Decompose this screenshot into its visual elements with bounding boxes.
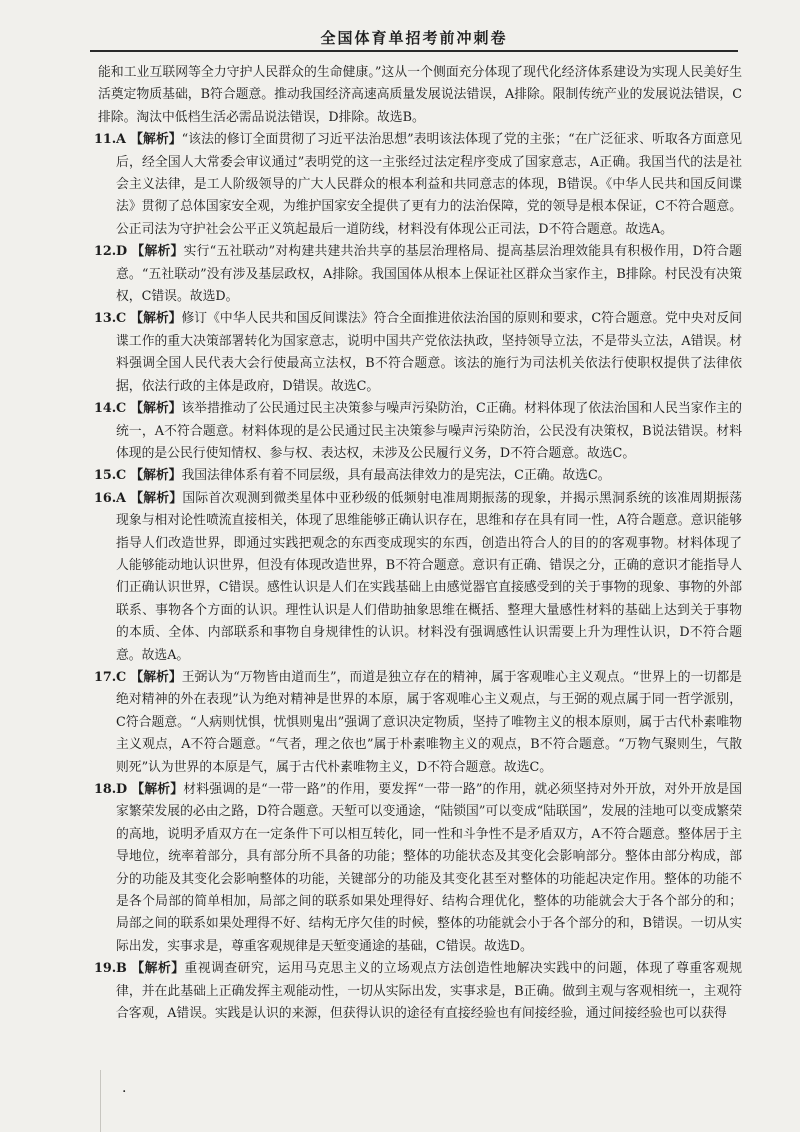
item-number: 16. bbox=[94, 490, 117, 506]
analysis-tag: 【解析】 bbox=[131, 244, 184, 260]
item-number: 17. bbox=[94, 669, 117, 685]
analysis-tag: 【解析】 bbox=[130, 490, 183, 506]
analysis-text: “该法的修订全面贯彻了习近平法治思想”表明该法体现了党的主张；“在广泛征求、听取各方面意见后，经全国人大常委会审议通过”表明党的这一主张经过法定程序变成了国家意志，A正确。我国当代的法是社会主义法律，是工人阶级领导的广大人民群众的根本利益和共同意志的体现，B错误。《中华人民共和国反间谍法》贯彻了总体国家安全观，为维护国家安全提供了更有力的法治保障，党的领导是根本保证，C不符合题意。公正司法为守护社会公平正义筑起最后一道防线，材料没有体现公正司法，D不符合题意。故选A。 bbox=[116, 132, 742, 237]
answer-letter: D bbox=[116, 782, 128, 797]
analysis-tag: 【解析】 bbox=[130, 132, 182, 148]
item-number: 18. bbox=[94, 782, 117, 797]
answer-letter: D bbox=[116, 244, 128, 260]
answer-item-17 bbox=[94, 667, 742, 779]
answer-letter: C bbox=[116, 669, 127, 685]
analysis-text: 我国法律体系有着不同层级，具有最高法律效力的是宪法，C正确。故选C。 bbox=[181, 468, 611, 484]
analysis-text: 实行“五社联动”对构建共建共治共享的基层治理格局、提高基层治理效能具有积极作用，D符合题意。“五社联动”没有涉及基层政权，A排除。我国国体从根本上保证社区群众当家作主，B排除。村民没有决策权，C错误。故选D。 bbox=[116, 244, 742, 305]
analysis-text: 王弼认为“万物皆由道而生”，而道是独立存在的精神，属于客观唯心主义观点。“世界上的一切都是绝对精神的外在表现”认为绝对精神是世界的本原，属于客观唯心主义观点，与王弼的观点属于同一哲学派别，C符合题意。“人病则忧惧，忧惧则鬼出”强调了意识决定物质，坚持了唯物主义的根本原则，属于古代朴素唯物主义观点，A不符合题意。“气者，理之依也”属于朴素唯物主义的观点，B不符合题意。“万物气聚则生，气散则死”认为世界的本原是气，属于古代朴素唯物主义，D不符合题意。故选C。 bbox=[116, 669, 742, 775]
item-number: 19. bbox=[94, 961, 117, 977]
intro-paragraph: 能和工业互联网等全力守护人民群众的生命健康。”这从一个侧面充分体现了现代化经济体系建设为实现人民美好生活奠定物质基础，B符合题意。推动我国经济高速高质量发展说法错误，A排除。限制传统产业的发展说法错误，C排除。淘汰中低档生活必需品说法错误，D排除。故选B。 bbox=[98, 65, 742, 125]
answer-letter: A bbox=[116, 490, 126, 506]
answer-letter: C bbox=[116, 468, 127, 484]
answer-letter: C bbox=[116, 401, 127, 417]
analysis-text: 修订《中华人民共和国反间谍法》符合全面推进依法治国的原则和要求，C符合题意。党中央对反间谍工作的重大决策部署转化为国家意志，说明中国共产党依法执政，坚持领导立法，不是带头立法，A错误。材料强调全国人民代表大会行使最高立法权，B不符合题意。该法的施行为司法机关依法行使职权提供了法律依据，依法行政的主体是政府，D错误。故选C。 bbox=[116, 311, 742, 394]
answer-item-18 bbox=[94, 779, 742, 958]
answer-letter: C bbox=[116, 311, 127, 327]
answer-letter: A bbox=[116, 132, 126, 148]
analysis-tag: 【解析】 bbox=[130, 401, 182, 417]
item-number: 13. bbox=[94, 311, 117, 327]
answer-item-19 bbox=[94, 958, 742, 1025]
answer-letter: B bbox=[116, 961, 127, 977]
analysis-text: 材料强调的是“一带一路”的作用，要发挥“一带一路”的作用，就必须坚持对外开放，对外开放是国家繁荣发展的必由之路，D符合题意。天堑可以变通途，“陆锁国”可以变成“陆联国”，发展的洼地可以变成繁荣的高地，说明矛盾双方在一定条件下可以相互转化，同一性和斗争性不是矛盾双方，A不符合题意。整体居于主导地位，统率着部分，具有部分所不具备的功能；整体的功能状态及其变化会影响部分。整体由部分构成，部分的功能及其变化会影响整体的功能，关键部分的功能及其变化甚至对整体的功能起决定作用。整体的功能不是各个局部的简单相加，局部之间的联系如果处理得好、结构合理优化，整体的功能就会大于各个部分的和；局部之间的联系如果处理得不好、结构无序欠佳的时候，整体的功能就会小于各个部分的和，B错误。一切从实际出发，实事求是，尊重客观规律是天堑变通途的基础，C错误。故选D。 bbox=[116, 782, 742, 954]
analysis-tag: 【解析】 bbox=[130, 669, 182, 685]
analysis-text: 该举措推动了公民通过民主决策参与噪声污染防治，C正确。材料体现了依法治国和人民当家作主的统一，A不符合题意。材料体现的是公民通过民主决策参与噪声污染防治，公民没有决策权，B说法错误。材料体现的是公民行使知情权、参与权、表达权，未涉及公民履行义务，D不符合题意。故选C。 bbox=[116, 401, 742, 461]
answer-item-11 bbox=[94, 129, 742, 241]
analysis-text: 国际首次观测到微类星体中亚秒级的低频射电准周期振荡的现象，并揭示黑洞系统的该准周期振荡现象与相对论性喷流直接相关，体现了思维能够正确认识存在，思维和存在具有同一性，A符合题意。意识能够指导人们改造世界，即通过实践把观念的东西变成现实的东西，创造出符合人的目的的客观事物。材料体现了人能够能动地认识世界，但没有体现改造世界，B不符合题意。意识有正确、错误之分，正确的意识才能指导人们正确认识世界，C错误。感性认识是人们在实践基础上由感觉器官直接感受到的关于事物的现象、事物的外部联系、事物各个方面的认识。理性认识是人们借助抽象思维在概括、整理大量感性材料的基础上达到关于事物的本质、全体、内部联系和事物自身规律性的认识。材料没有强调感性认识需要上升为理性认识，D不符合题意。故选A。 bbox=[116, 490, 743, 663]
analysis-tag: 【解析】 bbox=[130, 311, 182, 327]
analysis-text: 重视调查研究，运用马克思主义的立场观点方法创造性地解决实践中的问题，体现了尊重客观规律，并在此基础上正确发挥主观能动性，一切从实际出发，实事求是，B正确。做到主观与客观相统一，主观符合客观，A错误。实践是认识的来源，但获得认识的途径有直接经验也有间接经验，通过间接经验也可以获得 bbox=[116, 961, 742, 1022]
binding-edge-line bbox=[100, 1070, 101, 1132]
page-title: 全国体育单招考前冲刺卷 bbox=[320, 29, 508, 47]
stray-mark: · bbox=[122, 1084, 127, 1100]
answer-content bbox=[94, 62, 743, 1025]
page-header bbox=[90, 28, 738, 52]
answer-item-12 bbox=[94, 241, 742, 308]
item-number: 11. bbox=[94, 132, 117, 148]
analysis-tag: 【解析】 bbox=[131, 961, 185, 977]
answer-item-13 bbox=[94, 308, 742, 398]
item-number: 12. bbox=[94, 244, 117, 260]
analysis-tag: 【解析】 bbox=[130, 468, 182, 484]
answer-item-15 bbox=[94, 465, 742, 487]
item-number: 14. bbox=[94, 401, 117, 417]
answer-item-16 bbox=[94, 488, 743, 667]
item-number: 15. bbox=[94, 468, 117, 484]
analysis-tag: 【解析】 bbox=[131, 782, 184, 797]
answer-item-14 bbox=[94, 398, 742, 465]
